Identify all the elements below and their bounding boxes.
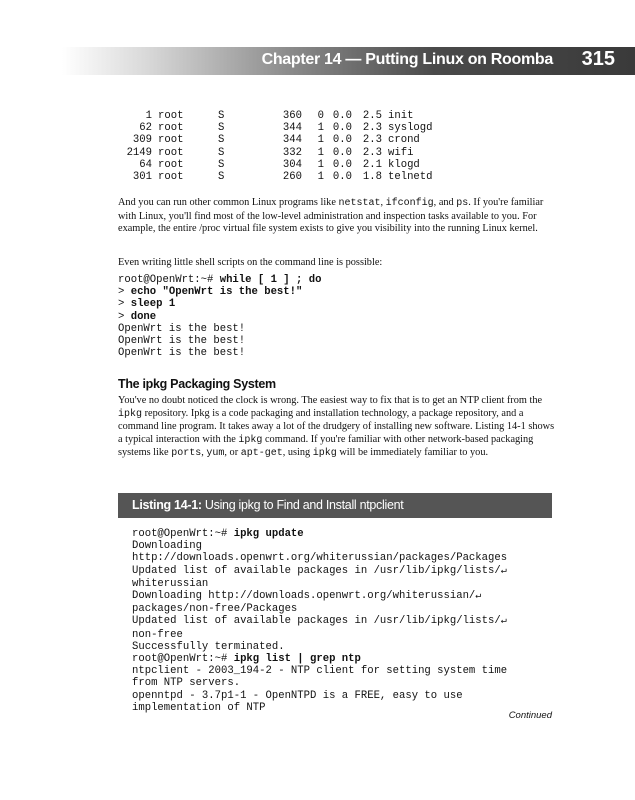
process-cell-pid: 1	[145, 110, 152, 122]
code-line: Successfully terminated.	[132, 640, 285, 653]
process-cell-cpu: 0.0	[332, 110, 352, 122]
paragraph-shell-scripts: Even writing little shell scripts on the command line is possible:	[118, 257, 383, 268]
process-cell-cmd: wifi	[388, 146, 414, 159]
code-line: root@OpenWrt:~# while [ 1 ] ; do	[118, 274, 322, 286]
process-cell-cmd: telnetd	[388, 171, 433, 184]
process-cell-vsz: 344	[282, 134, 302, 147]
code-line: non-free	[132, 628, 183, 641]
process-cell-cmd: klogd	[388, 158, 420, 171]
process-cell-c4: 1	[317, 134, 324, 147]
process-row	[120, 122, 433, 134]
process-cell-user: root	[158, 134, 184, 147]
process-cell-c4: 0	[317, 110, 324, 122]
process-cell-pid: 301	[132, 171, 152, 184]
code-line: > done	[118, 310, 157, 323]
line-continuation-icon: ↵	[500, 565, 507, 577]
process-cell-cpu: 0.0	[332, 122, 352, 135]
listing-title: Listing 14-1: Using ipkg to Find and Install ntpclient	[132, 498, 404, 512]
page-number: 315	[581, 48, 615, 70]
process-cell-cpu: 0.0	[332, 158, 352, 171]
process-cell-user: root	[158, 158, 184, 171]
process-cell-vsz: 260	[282, 171, 302, 184]
process-cell-cmd: init	[388, 110, 414, 122]
process-cell-vsz: 332	[282, 146, 302, 159]
process-cell-cmd: syslogd	[388, 122, 433, 135]
process-cell-state: S	[218, 146, 225, 159]
process-cell-user: root	[158, 146, 184, 159]
process-cell-cmd: crond	[388, 134, 420, 147]
chapter-header-bar	[62, 47, 635, 75]
code-output-line: OpenWrt is the best!	[118, 335, 246, 348]
process-cell-pid: 62	[139, 122, 152, 135]
code-line: http://downloads.openwrt.org/whiterussian/packages/Packages	[132, 552, 508, 565]
code-line: > echo "OpenWrt is the best!"	[118, 286, 303, 299]
code-line: Updated list of available packages in /usr/lib/ipkg/lists/↵	[132, 564, 507, 577]
process-cell-vsz: 360	[282, 110, 302, 122]
process-cell-mem: 2.1	[362, 158, 382, 171]
paragraph-linux-programs: And you can run other common Linux programs like netstat, ifconfig, and ps. If you're familiar with Linux, you'll find most of the low-level administration and inspection tasks available to you. For example, the entire /proc virtual file system exists to give you visibility into the running Linux kernel.	[118, 197, 544, 234]
code-line: ntpclient - 2003_194-2 - NTP client for setting system time	[132, 665, 508, 678]
process-cell-state: S	[218, 134, 225, 147]
process-cell-state: S	[218, 158, 225, 171]
process-row	[120, 171, 433, 183]
process-cell-pid: 64	[139, 158, 152, 171]
process-row	[120, 159, 433, 171]
process-row	[120, 134, 433, 146]
code-line: > sleep 1	[118, 298, 176, 311]
process-cell-state: S	[218, 122, 225, 135]
section-heading: The ipkg Packaging System	[118, 377, 276, 391]
code-line: implementation of NTP	[132, 701, 266, 714]
process-row	[120, 110, 433, 122]
process-cell-vsz: 344	[282, 122, 302, 135]
process-cell-mem: 1.8	[362, 171, 382, 184]
line-continuation-icon: ↵	[500, 616, 507, 628]
process-cell-pid: 309	[132, 134, 152, 147]
paragraph-ipkg: You've no doubt noticed the clock is wrong. The easiest way to fix that is to get an NTP client from the ipkg repository. Ipkg is a code packaging and installation technology, a package repository, and a command line program. It takes away a lot of the drudgery of installing new software. Listing 14-1 shows a typical interaction with the ipkg command. If you're familiar with other network-based packaging systems like ports, yum, or apt-get, using ipkg will be immediately familiar to you.	[118, 395, 555, 459]
process-cell-pid: 2149	[126, 146, 152, 159]
process-cell-mem: 2.5	[362, 110, 382, 122]
code-line: root@OpenWrt:~# ipkg update	[132, 528, 304, 540]
process-cell-c4: 1	[317, 158, 324, 171]
code-line: root@OpenWrt:~# ipkg list | grep ntp	[132, 653, 361, 666]
process-cell-c4: 1	[317, 122, 324, 135]
process-cell-mem: 2.3	[362, 146, 382, 159]
code-output-line: OpenWrt is the best!	[118, 322, 246, 335]
process-table	[120, 110, 433, 183]
code-line: Updated list of available packages in /usr/lib/ipkg/lists/↵	[132, 615, 507, 628]
process-cell-cpu: 0.0	[332, 171, 352, 184]
process-cell-c4: 1	[317, 146, 324, 159]
code-line: packages/non-free/Packages	[132, 603, 298, 616]
process-cell-user: root	[158, 171, 184, 184]
continued-label: Continued	[508, 710, 552, 721]
process-cell-user: root	[158, 110, 184, 122]
code-line: Downloading	[132, 540, 202, 553]
code-line: whiterussian	[132, 577, 209, 590]
listing-title-bar	[118, 493, 552, 518]
process-cell-cpu: 0.0	[332, 146, 352, 159]
code-line: Downloading http://downloads.openwrt.org/whiterussian/↵	[132, 590, 482, 603]
code-line: openntpd - 3.7p1-1 - OpenNTPD is a FREE, easy to use	[132, 689, 463, 702]
process-cell-state: S	[218, 110, 225, 122]
line-continuation-icon: ↵	[475, 591, 482, 603]
process-cell-user: root	[158, 122, 184, 135]
process-cell-mem: 2.3	[362, 122, 382, 135]
listing-code	[132, 528, 507, 714]
process-cell-mem: 2.3	[362, 134, 382, 147]
shell-script-example	[118, 274, 321, 359]
process-cell-state: S	[218, 171, 225, 184]
code-output-line: OpenWrt is the best!	[118, 347, 246, 360]
code-line: from NTP servers.	[132, 677, 241, 690]
process-cell-c4: 1	[317, 171, 324, 184]
process-cell-vsz: 304	[282, 158, 302, 171]
chapter-title: Chapter 14 — Putting Linux on Roomba	[261, 51, 553, 68]
process-cell-cpu: 0.0	[332, 134, 352, 147]
process-row	[120, 147, 433, 159]
